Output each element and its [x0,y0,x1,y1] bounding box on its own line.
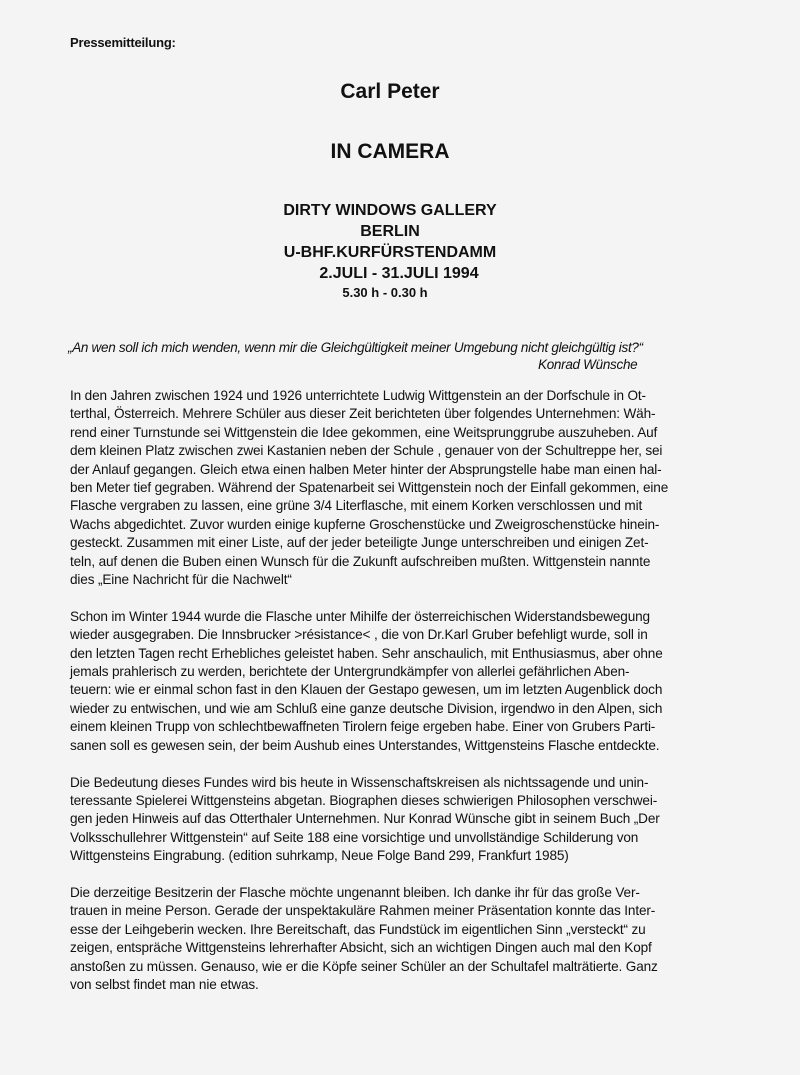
text-line: Wachs abgedichtet. Zuvor wurden einige kupferne Groschenstücke und Zweigroschenstücke hinein- [70,516,660,532]
text-line: wieder ausgegraben. Die Innsbrucker >résistance< , die von Dr.Karl Gruber befehligt wurde, soll in [70,627,648,643]
paragraph-2 [70,608,760,755]
location: U-BHF.KURFÜRSTENDAMM [283,244,497,261]
text-line: teressante Spielerei Wittgensteins abgetan. Biographen dieses schwierigen Philosophen verschwei- [70,792,658,808]
opening-hours: 5.30 h - 0.30 h [342,285,428,300]
text-line: gesteckt. Zusammen mit einer Liste, auf der jeder beteiligte Junge unterschreiben und einigen Zet- [70,535,649,551]
text-line: sanen soll es gewesen sein, der beim Aushub eines Unterstandes, Wittgensteins Flasche entdeckte. [70,737,660,753]
text-line: terthal, Österreich. Mehrere Schüler aus dieser Zeit berichteten über folgendes Unternehmen: Wäh- [70,406,656,422]
paragraph-1 [70,387,760,589]
text-line: einem kleinen Trupp von schlechtbewaffneten Tirolern feige ergeben habe. Einer von Grubers Parti- [70,719,656,735]
text-line: rend einer Turnstunde sei Wittgenstein die Idee gekommen, eine Weitsprunggrube auszuheben. Auf [70,424,658,440]
text-line: In den Jahren zwischen 1924 und 1926 unterrichtete Ludwig Wittgenstein an der Dorfschule in Ot- [70,388,646,403]
text-line: dem kleinen Platz zwischen zwei Kastanien neben der Schule , genauer von der Schultreppe her, sei [70,443,663,459]
text-line: Die Bedeutung dieses Fundes wird bis heute in Wissenschaftskreisen als nichtssagende und unin- [70,774,649,790]
text-line: anstoßen zu müssen. Genauso, wie er die Köpfe seiner Schüler an der Schultafel malträtierte. Ganz [70,958,658,974]
quote-author: Konrad Wünsche [538,357,638,372]
artist-name: Carl Peter [340,80,440,103]
text-line: den letzten Tagen recht Erhebliches geleistet haben. Sehr anschaulich, mit Enthusiasmus, aber ohne [70,645,663,661]
text-line: gen jeden Hinweis auf das Otterthaler Unternehmen. Nur Konrad Wünsche gibt in seinem Buch „Der [70,811,660,827]
text-line: ben Meter tief gegraben. Während der Spatenarbeit sei Wittgenstein noch der Einfall gekommen, eine [70,480,669,496]
text-line: Die derzeitige Besitzerin der Flasche möchte ungenannt bleiben. Ich danke ihr für das große Ver- [70,884,640,900]
paragraph-3 [70,774,760,866]
text-line: esse der Leihgeberin wecken. Ihre Bereitschaft, das Fundstück im eigentlichen Sinn „versteckt“ zu [70,921,646,937]
paragraph-4 [70,884,760,994]
text-line: wieder zu entwischen, und wie am Schluß eine ganze deutsche Division, irgendwo in den Alpen, sich [70,700,663,716]
text-line: Flasche vergraben zu lassen, eine grüne 3/4 Literflasche, mit einem Korken verschlossen und mit [70,498,643,514]
text-line: zeigen, entspräche Wittgensteins lehrerhafter Absicht, sich an wichtigen Dingen auch mal den Kopf [70,940,652,956]
text-line: Wittgensteins Eingrabung. (edition suhrkamp, Neue Folge Band 299, Frankfurt 1985) [70,848,569,864]
text-line: Schon im Winter 1944 wurde die Flasche unter Mihilfe der österreichischen Widerstandsbewegung [70,608,650,624]
body-text [70,387,760,1013]
text-line: von selbst findet man nie etwas. [70,976,259,992]
exhibition-dates: 2.JULI - 31.JULI 1994 [319,265,479,282]
text-line: dies „Eine Nachricht für die Nachwelt“ [70,572,292,588]
city: BERLIN [360,223,420,240]
text-line: der Anlauf gegangen. Gleich etwa einen halben Meter hinter der Absprungstelle habe man einen hal- [70,461,662,477]
text-line: teuern: wie er einmal schon fast in den Klauen der Gestapo gewesen, um im letzten Augenblick doch [70,682,663,698]
exhibition-title: IN CAMERA [330,140,450,163]
text-line: trauen in meine Person. Gerade der unspektakuläre Rahmen meiner Präsentation konnte das Inter- [70,903,656,919]
gallery-name: DIRTY WINDOWS GALLERY [283,202,497,219]
venue-block [0,200,790,302]
quote-text: „An wen soll ich mich wenden, wenn mir die Gleichgültigkeit meiner Umgebung nicht gleichgültig ist?“ [68,340,643,355]
text-line: jemals prahlerisch zu werden, berichtete der Untergrundkämpfer von allerlei gefährlichen Aben- [70,664,630,680]
epigraph-quote [68,339,768,373]
text-line: Volksschullehrer Wittgenstein“ auf Seite 188 eine vorsichtige und unvollständige Schilderung von [70,829,639,845]
text-line: teln, auf denen die Buben einen Wunsch für die Zukunft aufschreiben mußten. Wittgenstein nannte [70,553,651,569]
document-label: Pressemitteilung: [70,35,176,50]
